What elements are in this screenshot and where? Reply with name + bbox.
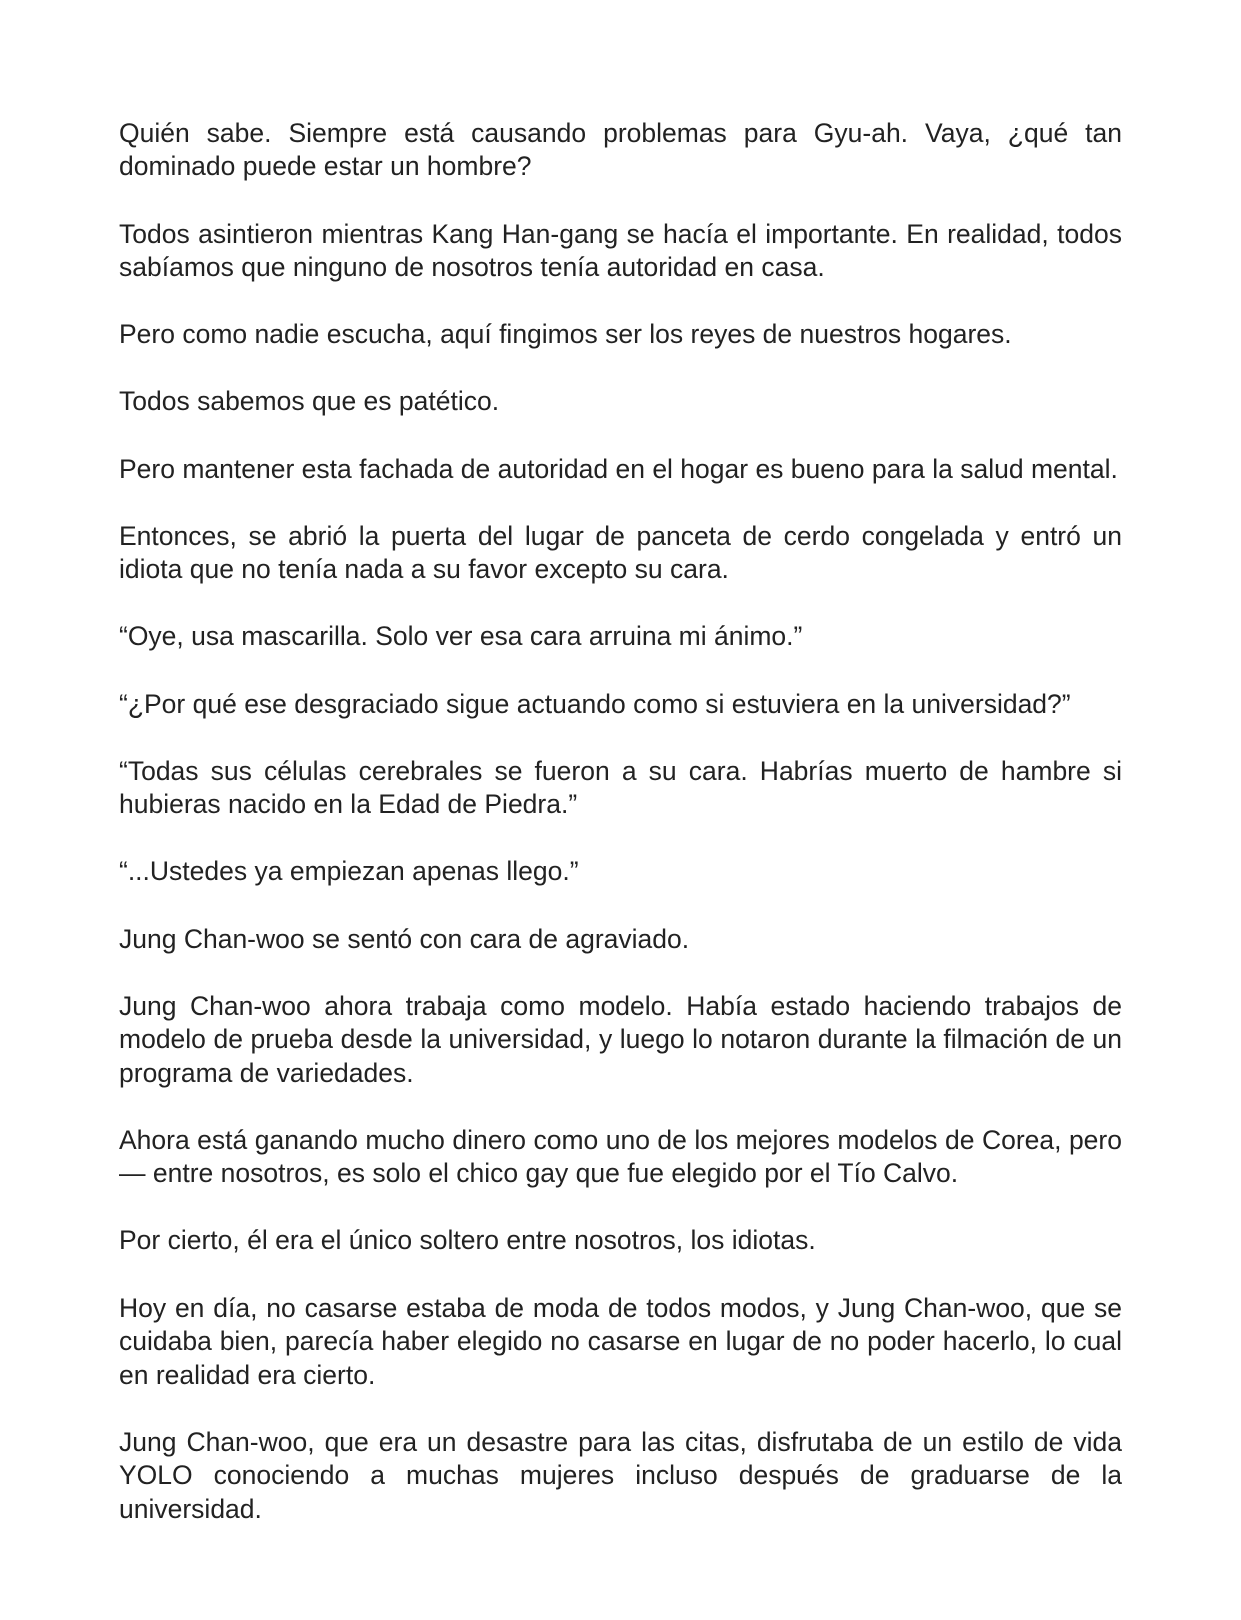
paragraph: Por cierto, él era el único soltero entre nosotros, los idiotas.	[119, 1225, 816, 1256]
paragraph: Jung Chan-woo ahora trabaja como modelo. Había estado haciendo trabajos de modelo de prueba desde la universidad, y luego lo notaron durante la filmación de un programa de variedades.	[119, 990, 1122, 1088]
paragraph: Ahora está ganando mucho dinero como uno de los mejores modelos de Corea, pero— entre nosotros, es solo el chico gay que fue elegido por el Tío Calvo.	[119, 1124, 1122, 1189]
paragraph: “Oye, usa mascarilla. Solo ver esa cara arruina mi ánimo.”	[119, 621, 803, 652]
paragraph: Quién sabe. Siempre está causando problemas para Gyu-ah. Vaya, ¿qué tan dominado puede estar un hombre?	[119, 118, 1122, 182]
paragraph: Todos asintieron mientras Kang Han-gang se hacía el importante. En realidad, todos sabíamos que ninguno de nosotros tenía autoridad en casa.	[119, 218, 1122, 283]
paragraph: Pero como nadie escucha, aquí fingimos ser los reyes de nuestros hogares.	[119, 319, 1012, 350]
paragraph: Todos sabemos que es patético.	[119, 386, 500, 417]
paragraph: “Todas sus células cerebrales se fueron a su cara. Habrías muerto de hambre si hubieras nacido en la Edad de Piedra.”	[119, 755, 1122, 820]
document-body	[119, 117, 1122, 1560]
paragraph: Jung Chan-woo, que era un desastre para las citas, disfrutaba de un estilo de vida YOLO conociendo a muchas mujeres incluso después de graduarse de la universidad.	[119, 1426, 1122, 1524]
paragraph: Pero mantener esta fachada de autoridad en el hogar es bueno para la salud mental.	[119, 453, 1118, 484]
paragraph: Jung Chan-woo se sentó con cara de agraviado.	[119, 923, 690, 954]
paragraph: “...Ustedes ya empiezan apenas llego.”	[119, 856, 579, 887]
paragraph: Entonces, se abrió la puerta del lugar de panceta de cerdo congelada y entró un idiota que no tenía nada a su favor excepto su cara.	[119, 520, 1122, 585]
paragraph: “¿Por qué ese desgraciado sigue actuando como si estuviera en la universidad?”	[119, 688, 1071, 719]
paragraph: Hoy en día, no casarse estaba de moda de todos modos, y Jung Chan-woo, que se cuidaba bien, parecía haber elegido no casarse en lugar de no poder hacerlo, lo cual en realidad era cierto.	[119, 1292, 1122, 1390]
